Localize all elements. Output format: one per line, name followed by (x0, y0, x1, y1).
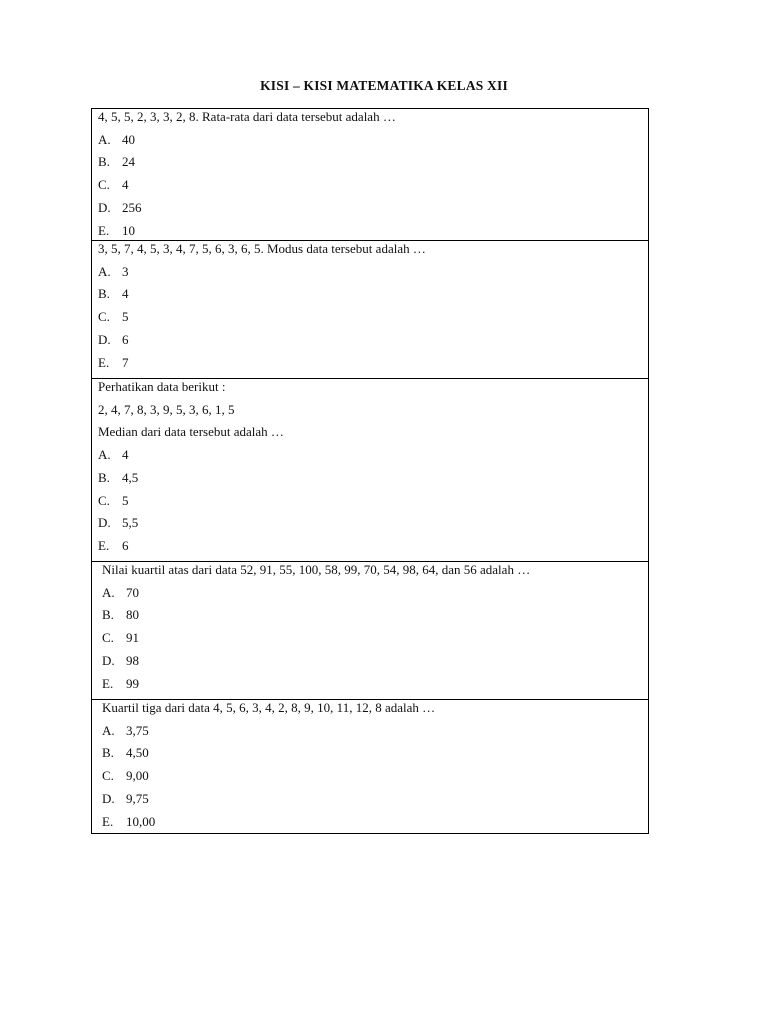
option-a[interactable] (98, 261, 648, 284)
option-letter: E. (98, 222, 110, 238)
option-letter: C. (102, 768, 114, 784)
option-letter: C. (98, 309, 110, 325)
option-c[interactable] (98, 306, 648, 329)
option-text: 5 (122, 309, 129, 325)
option-c[interactable] (102, 627, 648, 650)
option-text: 80 (126, 607, 139, 623)
option-letter: B. (102, 745, 114, 761)
option-letter: A. (102, 584, 115, 600)
option-text: 4 (122, 447, 129, 463)
question-5 (92, 699, 648, 833)
question-2 (92, 240, 648, 378)
option-text: 4,5 (122, 469, 139, 485)
option-b[interactable] (98, 283, 648, 306)
option-text: 40 (122, 131, 135, 147)
question-text: Nilai kuartil atas dari data 52, 91, 55, 100, 58, 99, 70, 54, 98, 64, dan 56 adalah … (102, 562, 531, 577)
option-b[interactable] (102, 604, 648, 627)
option-letter: E. (98, 537, 110, 553)
option-text: 7 (122, 354, 129, 370)
option-text: 9,00 (126, 768, 149, 784)
option-b[interactable] (98, 467, 648, 490)
question-1 (92, 106, 648, 240)
option-text: 10 (122, 222, 135, 238)
option-letter: C. (98, 177, 110, 193)
option-b[interactable] (98, 151, 648, 174)
option-letter: D. (98, 515, 111, 531)
question-text: 4, 5, 5, 2, 3, 3, 2, 8. Rata-rata dari data tersebut adalah … (98, 109, 396, 124)
option-a[interactable] (102, 720, 648, 743)
question-text: 3, 5, 7, 4, 5, 3, 4, 7, 5, 6, 3, 6, 5. Modus data tersebut adalah … (98, 241, 426, 256)
option-text: 4,50 (126, 745, 149, 761)
option-letter: E. (98, 354, 110, 370)
option-letter: B. (98, 286, 110, 302)
option-d[interactable] (98, 329, 648, 352)
option-letter: B. (98, 469, 110, 485)
option-letter: B. (98, 154, 110, 170)
question-4 (92, 561, 648, 699)
option-c[interactable] (98, 490, 648, 513)
option-text: 6 (122, 537, 129, 553)
option-text: 91 (126, 630, 139, 646)
option-text: 256 (122, 199, 142, 215)
option-text: 10,00 (126, 813, 156, 829)
option-a[interactable] (98, 129, 648, 152)
option-d[interactable] (102, 788, 648, 811)
option-text: 5 (122, 492, 129, 508)
page-title: KISI – KISI MATEMATIKA KELAS XII (260, 78, 508, 93)
option-a[interactable] (98, 444, 648, 467)
option-a[interactable] (102, 582, 648, 605)
question-prompt: Median dari data tersebut adalah … (98, 424, 284, 440)
option-d[interactable] (98, 197, 648, 220)
option-text: 4 (122, 177, 129, 193)
option-c[interactable] (102, 765, 648, 788)
option-letter: B. (102, 607, 114, 623)
option-c[interactable] (98, 174, 648, 197)
option-text: 3 (122, 263, 129, 279)
option-e[interactable] (98, 535, 648, 558)
option-text: 70 (126, 584, 139, 600)
option-letter: E. (102, 675, 114, 691)
option-text: 6 (122, 331, 129, 347)
option-e[interactable] (98, 352, 648, 375)
option-e[interactable] (102, 673, 648, 696)
option-d[interactable] (98, 512, 648, 535)
option-letter: A. (98, 447, 111, 463)
question-text: Perhatikan data berikut : (98, 379, 226, 394)
option-letter: D. (102, 652, 115, 668)
option-text: 9,75 (126, 790, 149, 806)
question-data: 2, 4, 7, 8, 3, 9, 5, 3, 6, 1, 5 (98, 401, 235, 417)
option-letter: A. (98, 131, 111, 147)
question-3 (92, 378, 648, 561)
option-letter: C. (98, 492, 110, 508)
option-text: 98 (126, 652, 139, 668)
option-b[interactable] (102, 742, 648, 765)
option-letter: E. (102, 813, 114, 829)
option-text: 3,75 (126, 722, 149, 738)
option-letter: C. (102, 630, 114, 646)
question-table (91, 108, 649, 834)
option-text: 24 (122, 154, 135, 170)
option-letter: A. (102, 722, 115, 738)
option-text: 5,5 (122, 515, 139, 531)
option-letter: D. (98, 331, 111, 347)
option-e[interactable] (102, 811, 648, 834)
option-text: 4 (122, 286, 129, 302)
option-letter: A. (98, 263, 111, 279)
option-letter: D. (102, 790, 115, 806)
option-letter: D. (98, 199, 111, 215)
option-text: 99 (126, 675, 139, 691)
option-d[interactable] (102, 650, 648, 673)
question-text: Kuartil tiga dari data 4, 5, 6, 3, 4, 2, 8, 9, 10, 11, 12, 8 adalah … (102, 700, 436, 715)
